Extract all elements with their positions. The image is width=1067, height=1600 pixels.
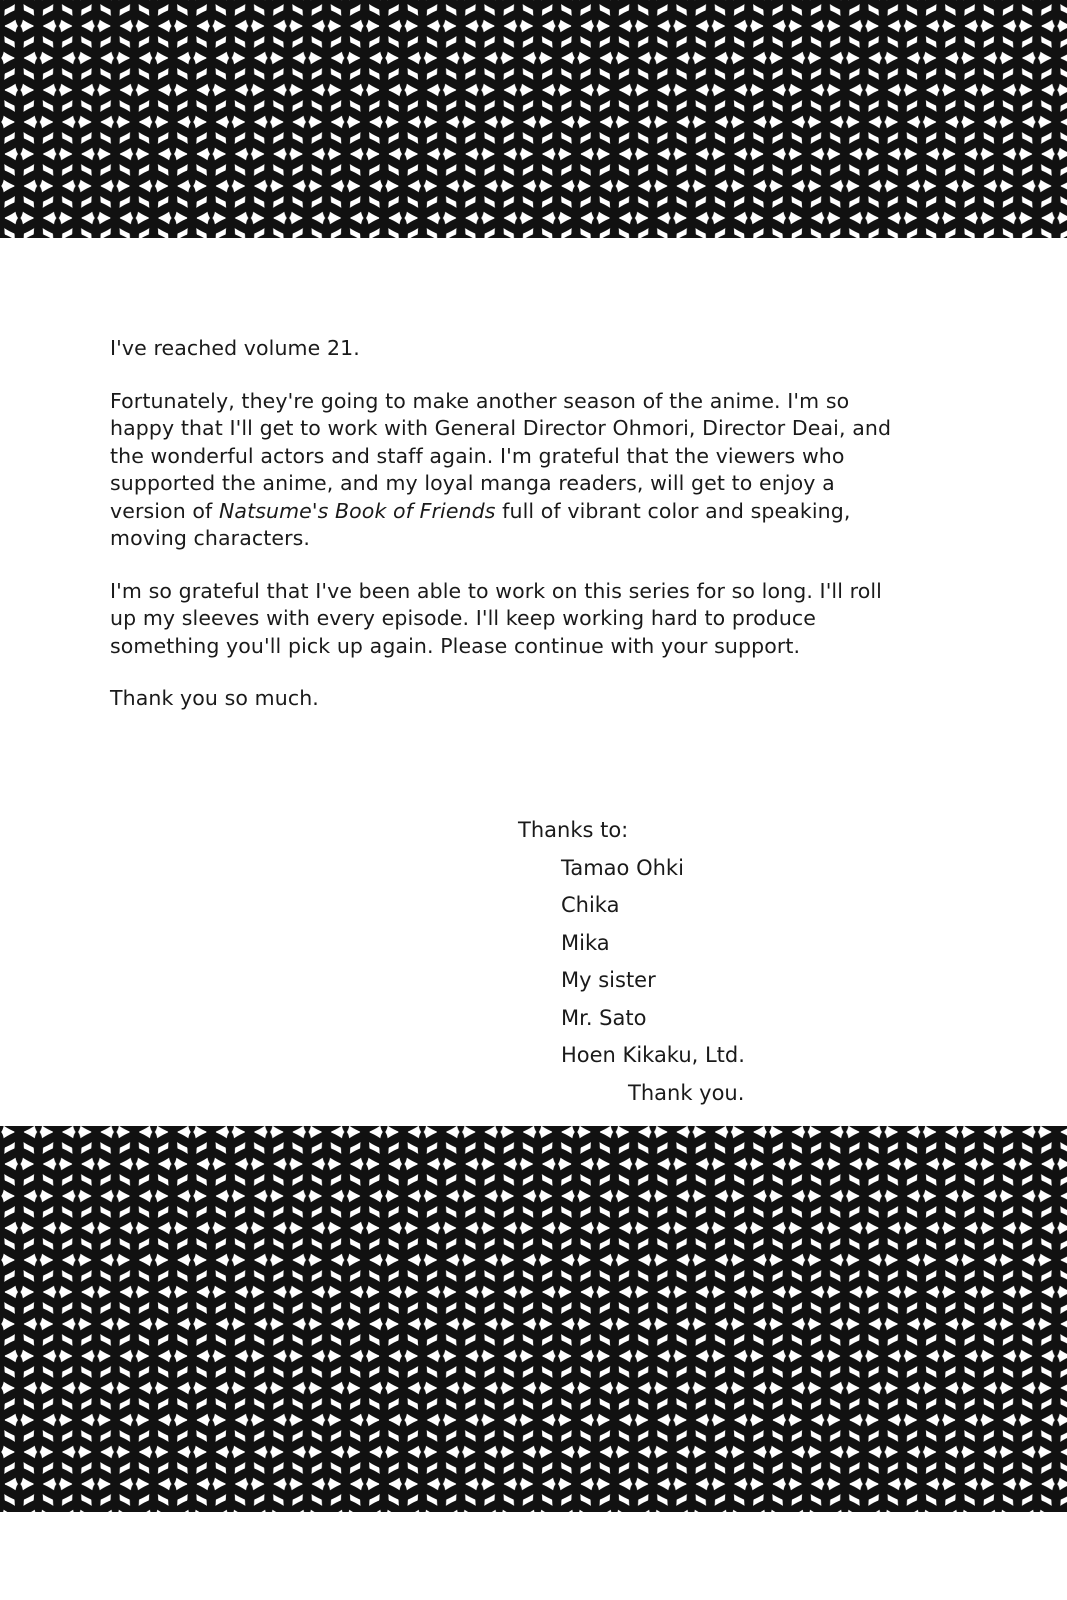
thanks-list-item: Mika: [561, 930, 610, 955]
thanks-list-item: Hoen Kikaku, Ltd.: [561, 1043, 745, 1067]
ornament-band-top: [0, 0, 1067, 238]
afterword-letter: [110, 335, 910, 713]
letter-paragraph-4: Thank you so much.: [110, 686, 319, 710]
letter-paragraph-2-part-b: full of vibrant color and speaking, moving characters.: [110, 498, 858, 550]
series-title: Natsume's Book of Friends: [218, 498, 496, 523]
thanks-closing: Thank you.: [628, 1080, 745, 1105]
thanks-name-list: [518, 850, 745, 1075]
thanks-heading: Thanks to:: [518, 818, 629, 842]
asanoha-pattern-top-svg: [0, 0, 1067, 238]
thanks-list-item: Chika: [561, 893, 620, 917]
thanks-block: [518, 812, 745, 1112]
letter-paragraph-2: [110, 388, 910, 553]
letter-paragraph-3: I'm so grateful that I've been able to work on this series for so long. I'll roll up my sleeves with every episode. I'll keep working hard to produce something you'll pick up again. Please continue with your support.: [110, 578, 889, 658]
thanks-list-item: Mr. Sato: [561, 1005, 647, 1030]
letter-paragraph-1: I've reached volume 21.: [110, 336, 360, 360]
asanoha-pattern-bottom-svg: [0, 1126, 1067, 1512]
thanks-list-item: My sister: [561, 968, 656, 992]
thanks-list-item: Tamao Ohki: [561, 855, 684, 880]
letter-paragraph-2-part-a: Fortunately, they're going to make another season of the anime. I'm so happy that I'll get to work with General Director Ohmori, Director Deai, and the wonderful actors and staff again. I'm grateful that the viewers who supported the anime, and my loyal manga readers, will get to enjoy a version of: [110, 388, 898, 523]
ornament-band-bottom: [0, 1126, 1067, 1512]
